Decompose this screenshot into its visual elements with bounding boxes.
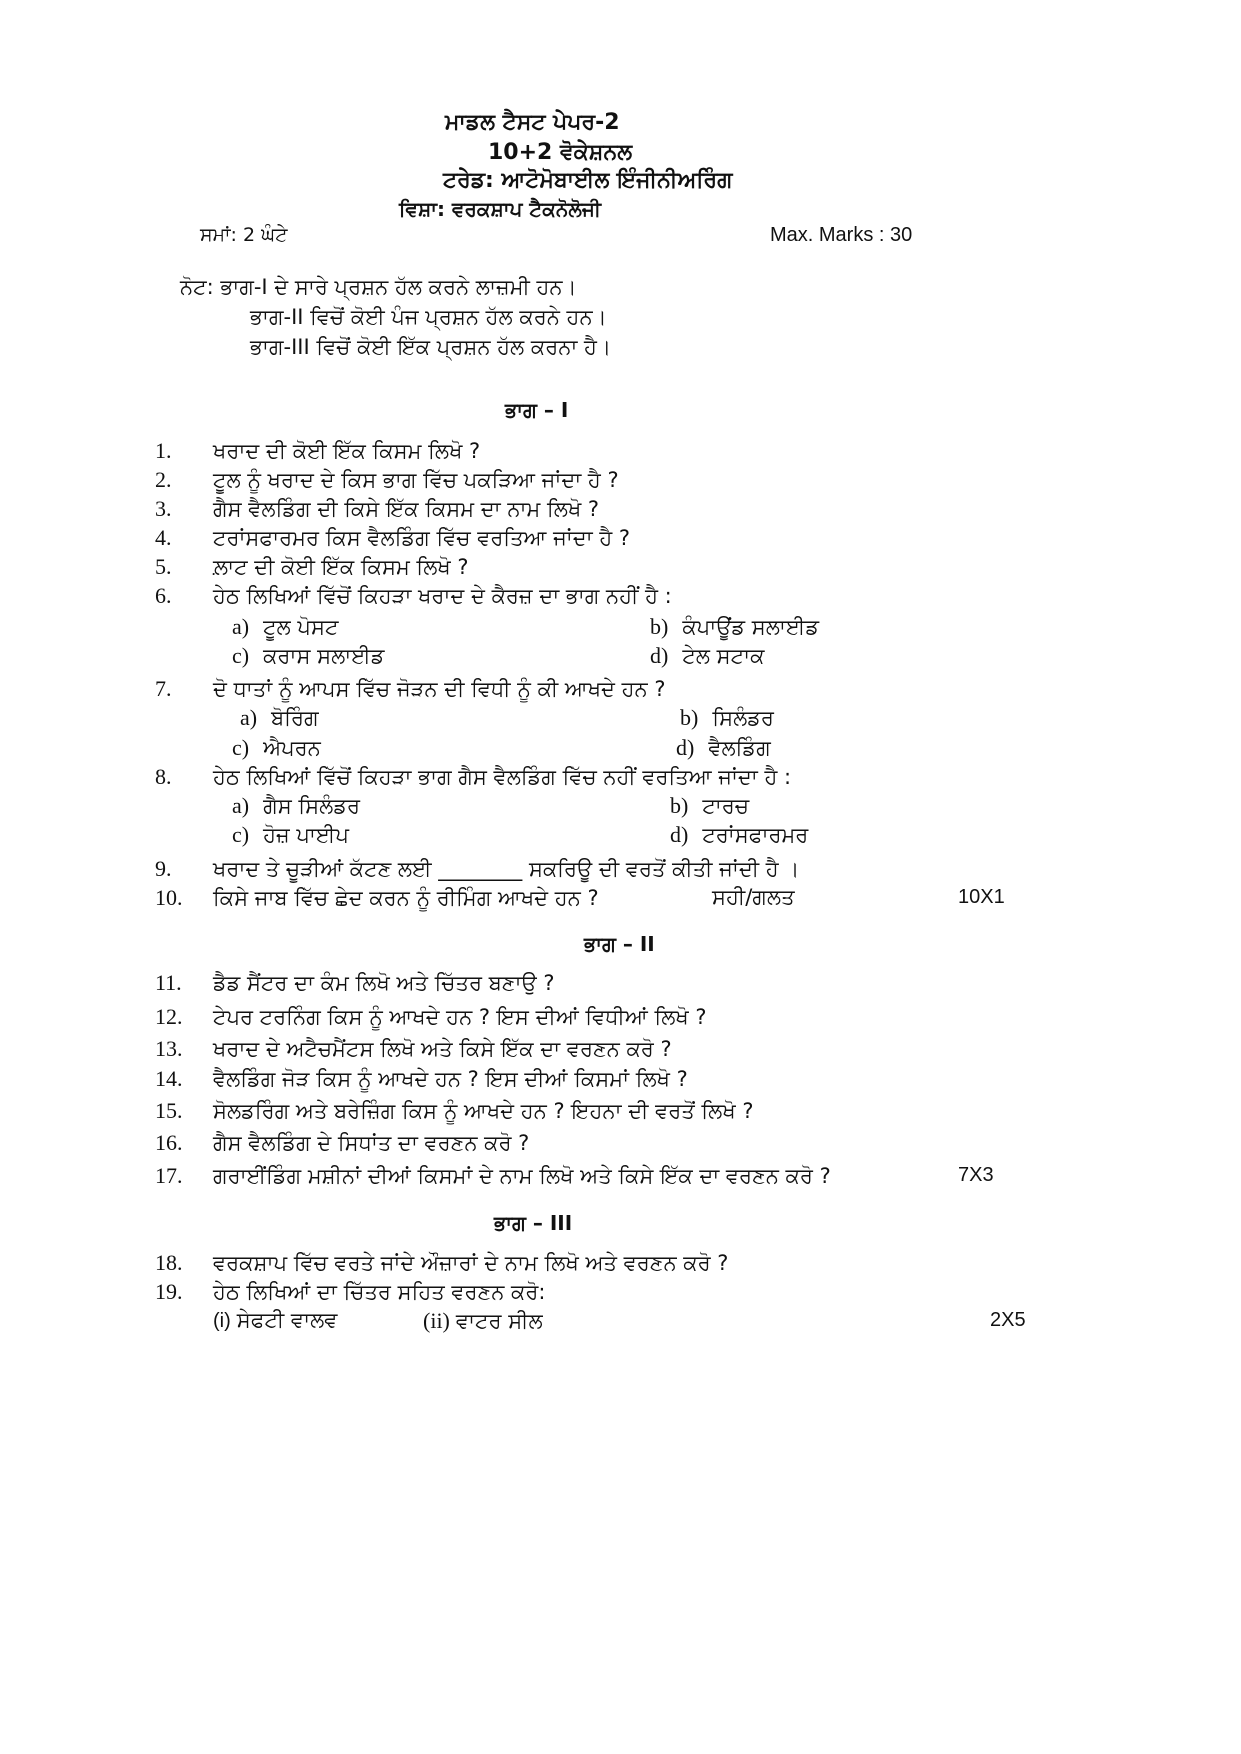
- option-item: c) ਕਰਾਸ ਸਲਾਈਡ: [232, 643, 385, 668]
- question-item: [155, 467, 619, 493]
- question-number: 4.: [155, 525, 172, 550]
- time-label: ਸਮਾਂ: 2 ਘੰਟੇ: [200, 224, 288, 246]
- question-item: [155, 1098, 754, 1124]
- sub-part-item: (ii) ਵਾਟਰ ਸੀਲ: [423, 1308, 543, 1333]
- question-item: [155, 885, 599, 911]
- question-number: 16.: [155, 1130, 183, 1155]
- marks-label: 2X5: [990, 1309, 1026, 1331]
- option-item: b) ਸਿਲੰਡਰ: [680, 705, 774, 730]
- note-line: ਭਾਗ-III ਵਿਚੋਂ ਕੋਈ ਇੱਕ ਪ੍ਰਸ਼ਨ ਹੱਲ ਕਰਨਾ ਹੈ।: [250, 335, 612, 359]
- question-item: [155, 583, 672, 609]
- note-line: ਭਾਗ-II ਵਿਚੋਂ ਕੋਈ ਪੰਜ ਪ੍ਰਸ਼ਨ ਹੱਲ ਕਰਨੇ ਹਨ।: [250, 305, 607, 329]
- question-text: ਖਰਾਦ ਤੇ ਚੂੜੀਆਂ ਕੱਟਣ ਲਈ ________ ਸਕਰਿਊ ਦੀ ਵਰਤੋਂ ਕੀਤੀ ਜਾਂਦੀ ਹੈ ।: [213, 857, 800, 881]
- question-item: [155, 1130, 529, 1156]
- question-item: [155, 496, 599, 522]
- true-false-label: ਸਹੀ/ਗਲਤ: [712, 885, 795, 909]
- question-number: 6.: [155, 583, 172, 608]
- marks-label: 7X3: [958, 1164, 994, 1186]
- question-text: ਖਰਾਦ ਦੀ ਕੋਈ ਇੱਕ ਕਿਸਮ ਲਿਖੋ ?: [213, 439, 481, 463]
- option-item: a) ਬੋਰਿੰਗ: [240, 705, 319, 730]
- question-number: 18.: [155, 1250, 183, 1275]
- option-item: c) ਹੋਜ਼ ਪਾਈਪ: [232, 822, 349, 847]
- question-number: 3.: [155, 496, 172, 521]
- paper-title: ਮਾਡਲ ਟੈਸਟ ਪੇਪਰ-2: [445, 110, 620, 135]
- class-label: 10+2 ਵੋਕੇਸ਼ਨਲ: [488, 140, 633, 165]
- question-item: [155, 676, 665, 702]
- question-item: [155, 438, 480, 464]
- note-line: ਨੋਟ: ਭਾਗ-I ਦੇ ਸਾਰੇ ਪ੍ਰਸ਼ਨ ਹੱਲ ਕਰਨੇ ਲਾਜ਼ਮੀ ਹਨ।: [180, 275, 577, 299]
- question-number: 19.: [155, 1279, 183, 1304]
- question-number: 12.: [155, 1004, 183, 1029]
- question-item: [155, 1004, 707, 1030]
- question-text: ਗੈਸ ਵੈਲਡਿੰਗ ਦੇ ਸਿਧਾਂਤ ਦਾ ਵਰਣਨ ਕਰੋ ?: [213, 1131, 530, 1155]
- marks-label: 10X1: [958, 886, 1005, 908]
- question-number: 14.: [155, 1066, 183, 1091]
- question-text: ਦੋ ਧਾਤਾਂ ਨੂੰ ਆਪਸ ਵਿੱਚ ਜੋੜਨ ਦੀ ਵਿਧੀ ਨੂੰ ਕੀ ਆਖਦੇ ਹਨ ?: [213, 677, 666, 701]
- subject-label: ਵਿਸ਼ਾ: ਵਰਕਸ਼ਾਪ ਟੈਕਨੋਲੋਜੀ: [399, 197, 601, 221]
- question-number: 8.: [155, 764, 172, 789]
- sub-part-item: (i) ਸੇਫਟੀ ਵਾਲਵ: [213, 1308, 338, 1332]
- question-number: 13.: [155, 1036, 183, 1061]
- question-number: 11.: [155, 970, 182, 995]
- question-item: [155, 1036, 672, 1062]
- question-text: ਟੇਪਰ ਟਰਨਿੰਗ ਕਿਸ ਨੂੰ ਆਖਦੇ ਹਨ ? ਇਸ ਦੀਆਂ ਵਿਧੀਆਂ ਲਿਖੋ ?: [213, 1005, 707, 1029]
- section-heading-part1: ਭਾਗ – I: [505, 398, 569, 422]
- question-text: ਟਰਾਂਸਫਾਰਮਰ ਕਿਸ ਵੈਲਡਿੰਗ ਵਿੱਚ ਵਰਤਿਆ ਜਾਂਦਾ ਹੈ ?: [213, 526, 631, 550]
- question-item: [155, 1066, 688, 1092]
- trade-label: ਟਰੇਡ: ਆਟੋਮੋਬਾਈਲ ਇੰਜੀਨੀਅਰਿੰਗ: [443, 168, 733, 193]
- question-item: [155, 856, 799, 882]
- question-item: [155, 1163, 831, 1189]
- option-item: b) ਕੰਪਾਊਂਡ ਸਲਾਈਡ: [650, 614, 820, 639]
- question-number: 2.: [155, 467, 172, 492]
- question-text: ਟੂਲ ਨੂੰ ਖਰਾਦ ਦੇ ਕਿਸ ਭਾਗ ਵਿੱਚ ਪਕੜਿਆ ਜਾਂਦਾ ਹੈ ?: [213, 468, 619, 492]
- question-item: [155, 1279, 545, 1305]
- question-text: ਗੈਸ ਵੈਲਡਿੰਗ ਦੀ ਕਿਸੇ ਇੱਕ ਕਿਸਮ ਦਾ ਨਾਮ ਲਿਖੋ ?: [213, 497, 600, 521]
- question-item: [155, 554, 469, 580]
- question-text: ਹੇਠ ਲਿਖਿਆਂ ਦਾ ਚਿੱਤਰ ਸਹਿਤ ਵਰਣਨ ਕਰੋ:: [213, 1280, 546, 1304]
- question-text: ਹੇਠ ਲਿਖਿਆਂ ਵਿੱਚੋਂ ਕਿਹੜਾ ਖਰਾਦ ਦੇ ਕੈਰਜ਼ ਦਾ ਭਾਗ ਨਹੀਂ ਹੈ :: [213, 584, 672, 608]
- question-item: [155, 525, 630, 551]
- max-marks: Max. Marks : 30: [770, 224, 913, 246]
- question-number: 1.: [155, 438, 172, 463]
- question-item: [155, 1250, 728, 1276]
- question-text: ਹੇਠ ਲਿਖਿਆਂ ਵਿੱਚੋਂ ਕਿਹੜਾ ਭਾਗ ਗੈਸ ਵੈਲਡਿੰਗ ਵਿੱਚ ਨਹੀਂ ਵਰਤਿਆ ਜਾਂਦਾ ਹੈ :: [213, 765, 792, 789]
- question-text: ਵੈਲਡਿੰਗ ਜੋੜ ਕਿਸ ਨੂੰ ਆਖਦੇ ਹਨ ? ਇਸ ਦੀਆਂ ਕਿਸਮਾਂ ਲਿਖੋ ?: [213, 1067, 688, 1091]
- question-item: [155, 764, 791, 790]
- question-text: ਖਰਾਦ ਦੇ ਅਟੈਚਮੈਂਟਸ ਲਿਖੋ ਅਤੇ ਕਿਸੇ ਇੱਕ ਦਾ ਵਰਣਨ ਕਰੋ ?: [213, 1037, 672, 1061]
- option-item: a) ਗੈਸ ਸਿਲੰਡਰ: [232, 793, 360, 818]
- option-item: d) ਟਰਾਂਸਫਾਰਮਰ: [670, 822, 809, 847]
- option-item: b) ਟਾਰਚ: [670, 793, 749, 818]
- question-number: 17.: [155, 1163, 183, 1188]
- section-heading-part3: ਭਾਗ – III: [494, 1211, 573, 1235]
- section-heading-part2: ਭਾਗ – II: [584, 932, 655, 956]
- question-text: ਵਰਕਸ਼ਾਪ ਵਿੱਚ ਵਰਤੇ ਜਾਂਦੇ ਔਜ਼ਾਰਾਂ ਦੇ ਨਾਮ ਲਿਖੋ ਅਤੇ ਵਰਣਨ ਕਰੋ ?: [213, 1251, 729, 1275]
- option-item: d) ਟੇਲ ਸਟਾਕ: [650, 643, 765, 668]
- question-number: 15.: [155, 1098, 183, 1123]
- question-text: ਕਿਸੇ ਜਾਬ ਵਿੱਚ ਛੇਦ ਕਰਨ ਨੂੰ ਰੀਮਿੰਗ ਆਖਦੇ ਹਨ ?: [213, 886, 599, 910]
- question-number: 10.: [155, 885, 183, 910]
- option-item: a) ਟੂਲ ਪੋਸਟ: [232, 614, 339, 639]
- question-number: 5.: [155, 554, 172, 579]
- option-item: c) ਐਪਰਨ: [232, 735, 321, 760]
- question-text: ਸੋਲਡਰਿੰਗ ਅਤੇ ਬਰੇਜ਼ਿੰਗ ਕਿਸ ਨੂੰ ਆਖਦੇ ਹਨ ? ਇਹਨਾ ਦੀ ਵਰਤੋਂ ਲਿਖੋ ?: [213, 1099, 754, 1123]
- question-text: ਲ਼ਾਟ ਦੀ ਕੋਈ ਇੱਕ ਕਿਸਮ ਲਿਖੋ ?: [213, 555, 469, 579]
- question-item: [155, 970, 554, 996]
- question-number: 9.: [155, 856, 172, 881]
- option-item: d) ਵੈਲਡਿੰਗ: [676, 735, 771, 760]
- question-text: ਗਰਾਈਂਡਿੰਗ ਮਸ਼ੀਨਾਂ ਦੀਆਂ ਕਿਸਮਾਂ ਦੇ ਨਾਮ ਲਿਖੋ ਅਤੇ ਕਿਸੇ ਇੱਕ ਦਾ ਵਰਣਨ ਕਰੋ ?: [213, 1164, 831, 1188]
- question-number: 7.: [155, 676, 172, 701]
- question-text: ਡੈਡ ਸੈਂਟਰ ਦਾ ਕੰਮ ਲਿਖੋ ਅਤੇ ਚਿੱਤਰ ਬਣਾਉ ?: [213, 971, 555, 995]
